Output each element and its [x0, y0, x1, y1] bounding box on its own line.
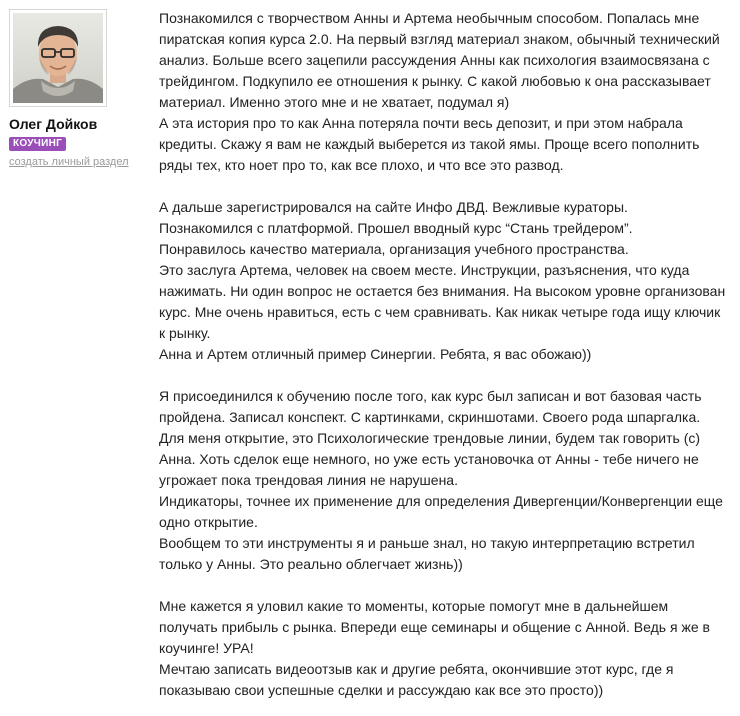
user-avatar-icon — [13, 13, 103, 103]
review-paragraph: Мне кажется я уловил какие то моменты, которые помогут мне в дальнейшем получать прибыль с рынка. Впереди еще семинары и общение с Анной. Ведь я же в коучинге! УРА! Мечтаю записать видеоотзыв как и другие ребята, окончившие этот курс, где я показываю свои успешные сделки и рассуждаю как все это просто)) — [159, 598, 710, 698]
author-name[interactable]: Олег Дойков — [9, 116, 98, 132]
review-paragraph: Я присоединился к обучению после того, как курс был записан и вот базовая часть пройдена. Записал конспект. С картинками, скриншотами. Своего рода шпаргалка. Для меня открытие, это Психологические трендовые линии, будем так говорить (с) Анна. Хоть сделок еще немного, но уже есть установочка от Анны - тебе ничего не угрожает пока трендовая линия не нарушена. Индикаторы, точнее их применение для определения Дивергенции/Конвергенции еще одно открытие. Вообщем то эти инструменты я и раньше знал, но такую интерпретацию встретил только у Анны. Это реально облегчает жизнь)) — [159, 388, 723, 572]
review-paragraph: А дальше зарегистрировался на сайте Инфо ДВД. Вежливые кураторы. Познакомился с платформой. Прошел вводный курс “Стань трейдером”. Понравилось качество материала, организация учебного пространства. Это заслуга Артема, человек на своем месте. Инструкции, разъяснения, что куда нажимать. Ни один вопрос не остается без внимания. На высоком уровне организован курс. Мне очень нравиться, есть с чем сравнивать. Как никак четыре года ищу ключик к рынку. Анна и Артем отличный пример Синергии. Ребята, я вас обожаю)) — [159, 199, 726, 362]
avatar[interactable] — [9, 9, 107, 107]
create-personal-section-link[interactable]: создать личный раздел — [9, 156, 129, 168]
review-text — [159, 8, 729, 701]
review-paragraph: Познакомился с творчеством Анны и Артема необычным способом. Попалась мне пиратская копия курса 2.0. На первый взгляд материал знаком, обычный технический анализ. Больше всего зацепили рассуждения Анны как психология взаимосвязана с трейдингом. Подкупило ее отношения к рынку. С какой любовью к она рассказывает материал. Именно этого мне и не хватает, подумал я) А эта история про то как Анна потеряла почти весь депозит, и при этом набрала кредиты. Скажу я вам не каждый выберется из такой ямы. Проще всего пополнить ряды тех, кто ноет про то, как все плохо, и что все это развод. — [159, 10, 720, 173]
status-badge: КОУЧИНГ — [9, 137, 66, 151]
author-panel — [9, 9, 144, 169]
